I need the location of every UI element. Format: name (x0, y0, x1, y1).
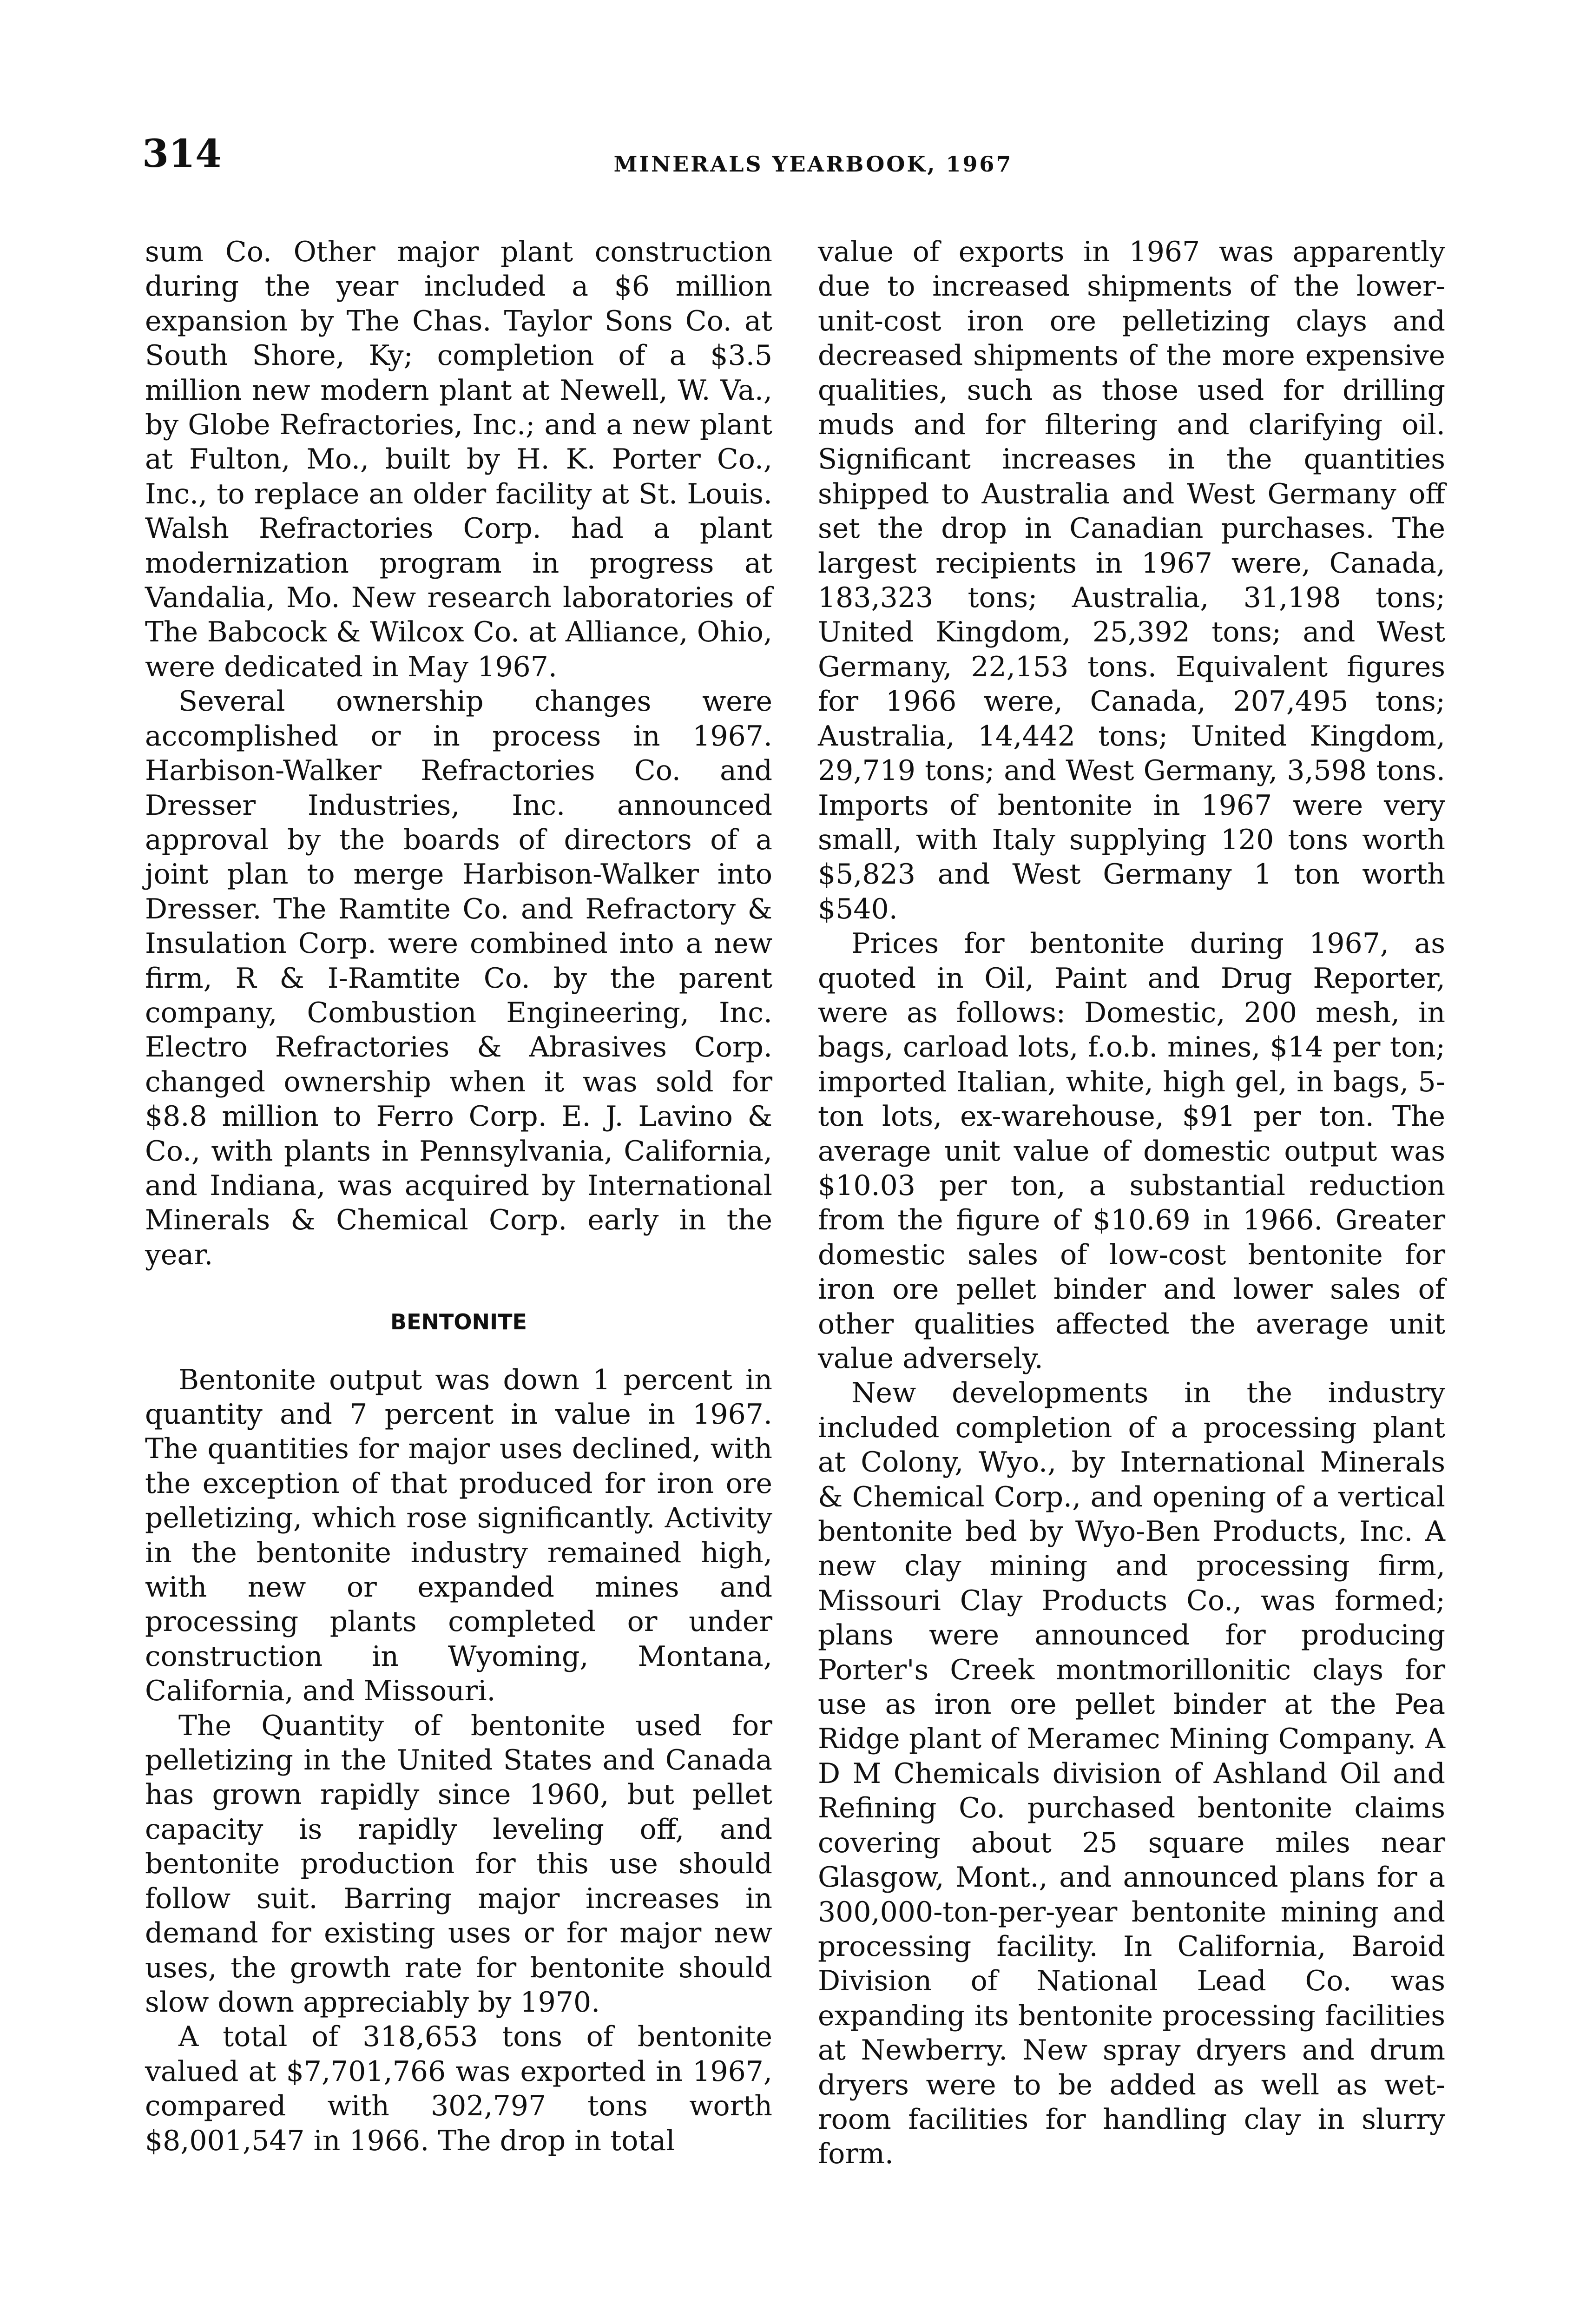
right-column (818, 235, 1445, 2172)
left-column (145, 235, 772, 2158)
paragraph: sum Co. Other major plant construction during the year included a $6 million expansion by The Chas. Taylor Sons Co. at South Shore, Ky; completion of a $3.5 million new modern plant at Newell, W. Va., by Globe Refractories, Inc.; and a new plant at Fulton, Mo., built by H. K. Porter Co., Inc., to replace an older facility at St. Louis. Walsh Refractories Corp. had a plant modernization program in progress at Vandalia, Mo. New research laboratories of The Babcock & Wilcox Co. at Alliance, Ohio, were dedicated in May 1967. (145, 236, 772, 683)
paragraph: value of exports in 1967 was apparently due to increased shipments of the lower-unit-cost iron ore pelletizing clays and decreased shipments of the more expensive qualities, such as those used for drilling muds and for filtering and clarifying oil. Significant increases in the quantities shipped to Australia and West Germany off set the drop in Canadian purchases. The largest recipients in 1967 were, Canada, 183,323 tons; Australia, 31,198 tons; United Kingdom, 25,392 tons; and West Germany, 22,153 tons. Equivalent figures for 1966 were, Canada, 207,495 tons; Australia, 14,442 tons; United Kingdom, 29,719 tons; and West Germany, 3,598 tons. Imports of bentonite in 1967 were very small, with Italy supplying 120 tons worth $5,823 and West Germany 1 ton worth $540. (818, 236, 1445, 925)
paragraph: Prices for bentonite during 1967, as quoted in Oil, Paint and Drug Reporter, were as follows: Domestic, 200 mesh, in bags, carload lots, f.o.b. mines, $14 per ton; imported Italian, white, high gel, in bags, 5-ton lots, ex-warehouse, $91 per ton. The average unit value of domestic output was $10.03 per ton, a substantial reduction from the figure of $10.69 in 1966. Greater domestic sales of low-cost bentonite for iron ore pellet binder and lower sales of other qualities affected the average unit value adversely. (818, 927, 1445, 1375)
paragraph: New developments in the industry included completion of a processing plant at Colony, Wyo., by International Minerals & Chemical Corp., and opening of a vertical bentonite bed by Wyo-Ben Products, Inc. A new clay mining and processing firm, Missouri Clay Products Co., was formed; plans were announced for producing Porter's Creek montmorillonitic clays for use as iron ore pellet binder at the Pea Ridge plant of Meramec Mining Company. A D M Chemicals division of Ashland Oil and Refining Co. purchased bentonite claims covering about 25 square miles near Glasgow, Mont., and announced plans for a 300,000-ton-per-year bentonite mining and processing facility. In California, Baroid Division of National Lead Co. was expanding its bentonite processing facilities at Newberry. New spray dryers and drum dryers were to be added as well as wet-room facilities for handling clay in slurry form. (818, 1377, 1445, 2171)
running-head: MINERALS YEARBOOK, 1967 (613, 152, 1013, 177)
paragraph: Bentonite output was down 1 percent in quantity and 7 percent in value in 1967. The quantities for major uses declined, with the exception of that produced for iron ore pelletizing, which rose significantly. Activity in the bentonite industry remained high, with new or expanded mines and processing plants completed or under construction in Wyoming, Montana, California, and Missouri. (145, 1363, 772, 1708)
paragraph: A total of 318,653 tons of bentonite valued at $7,701,766 was exported in 1967, compared with 302,797 tons worth $8,001,547 in 1966. The drop in total (145, 2020, 772, 2157)
page-number: 314 (142, 132, 222, 176)
paragraph: Several ownership changes were accomplished or in process in 1967. Harbison-Walker Refractories Co. and Dresser Industries, Inc. announced approval by the boards of directors of a joint plan to merge Harbison-Walker into Dresser. The Ramtite Co. and Refractory & Insulation Corp. were combined into a new firm, R & I-Ramtite Co. by the parent company, Combustion Engineering, Inc. Electro Refractories & Abrasives Corp. changed ownership when it was sold for $8.8 million to Ferro Corp. E. J. Lavino & Co., with plants in Pennsylvania, California, and Indiana, was acquired by International Minerals & Chemical Corp. early in the year. (145, 685, 772, 1271)
paragraph: The Quantity of bentonite used for pelletizing in the United States and Canada has grown rapidly since 1960, but pellet capacity is rapidly leveling off, and bentonite production for this use should follow suit. Barring major increases in demand for existing uses or for major new uses, the growth rate for bentonite should slow down appreciably by 1970. (145, 1709, 772, 2019)
section-heading: BENTONITE (390, 1309, 527, 1335)
